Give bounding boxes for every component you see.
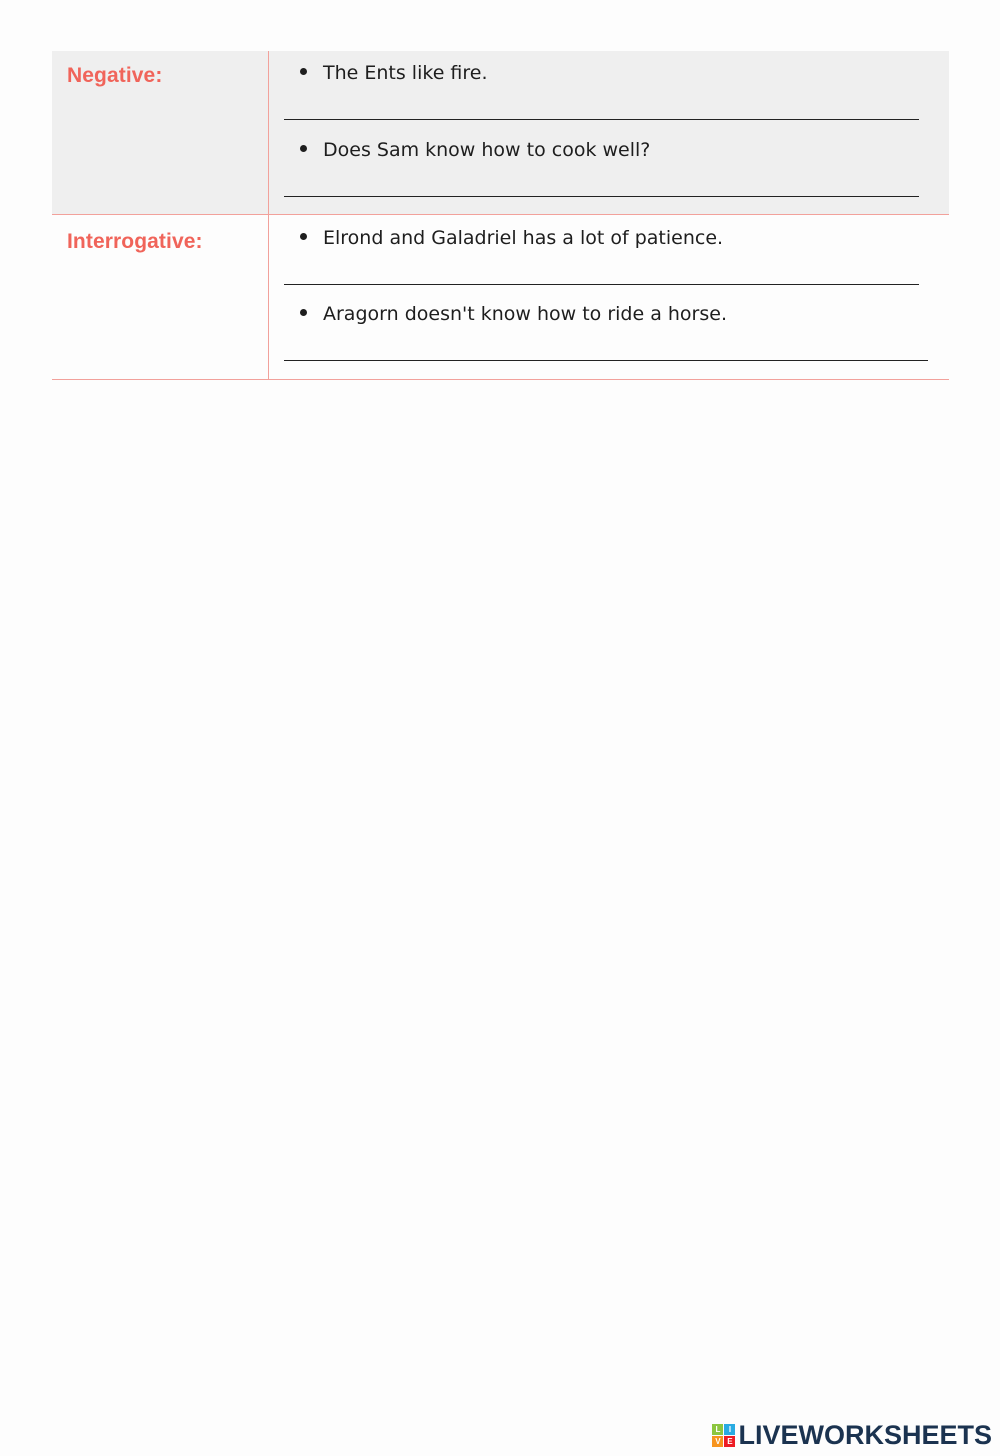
liveworksheets-logo — [712, 1419, 992, 1450]
bullet-icon — [300, 145, 307, 152]
sentence-item — [300, 139, 650, 161]
sentence-item — [300, 227, 723, 249]
bullet-icon — [300, 233, 307, 240]
sentence-text: The Ents like fire. — [323, 62, 488, 84]
row-label: Negative: — [67, 64, 163, 87]
answer-line[interactable] — [284, 119, 919, 120]
column-divider — [268, 51, 269, 214]
row-label: Interrogative: — [67, 230, 203, 253]
answer-line[interactable] — [284, 284, 919, 285]
table-row-interrogative — [52, 215, 949, 380]
bullet-icon — [300, 68, 307, 75]
column-divider — [268, 215, 269, 379]
answer-line[interactable] — [284, 196, 919, 197]
exercise-table — [52, 51, 949, 380]
sentence-item — [300, 303, 727, 325]
logo-mark-icon: L I V E — [712, 1424, 735, 1447]
logo-text: LIVEWORKSHEETS — [738, 1419, 992, 1450]
sentence-text: Aragorn doesn't know how to ride a horse. — [323, 303, 728, 325]
table-row-negative — [52, 51, 949, 215]
bullet-icon — [300, 309, 307, 316]
sentence-text: Does Sam know how to cook well? — [323, 139, 651, 161]
sentence-text: Elrond and Galadriel has a lot of patience. — [323, 227, 724, 249]
answer-line[interactable] — [284, 360, 928, 361]
sentence-item — [300, 62, 488, 84]
